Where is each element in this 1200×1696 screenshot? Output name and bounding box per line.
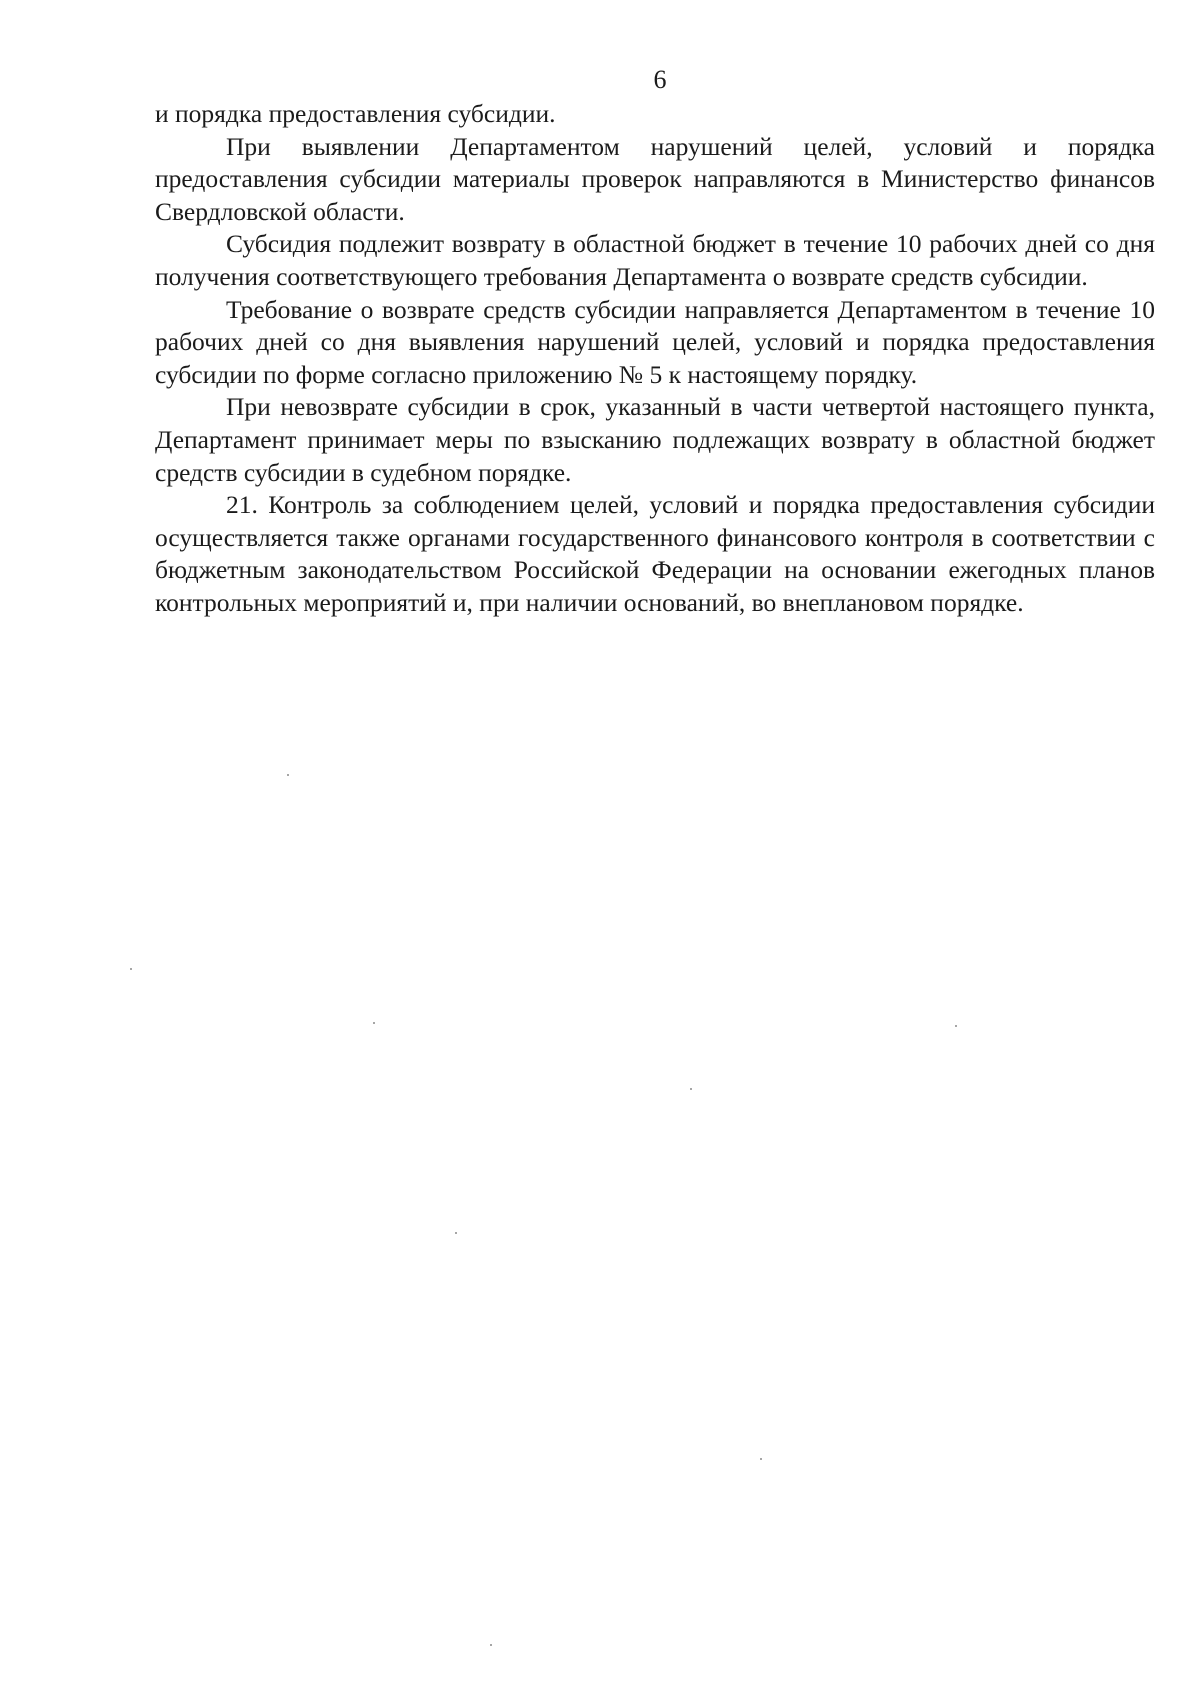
scan-speck (373, 1022, 375, 1024)
paragraph-return-requirement: Требование о возврате средств субсидии направляется Департаментом в течение 10 рабочих дней со дня выявления нарушений целей, условий и порядка предоставления субсидии по форме согласно приложению № 5 к настоящему порядку. (155, 294, 1155, 389)
scan-speck (490, 1644, 492, 1646)
page-number: 6 (653, 65, 667, 94)
scan-speck (455, 1232, 457, 1234)
paragraph-item-21-control: 21. Контроль за соблюдением целей, условий и порядка предоставления субсидии осуществляется также органами государственного финансового контроля в соответствии с бюджетным законодательством Российской Федерации на основании ежегодных планов контрольных мероприятий и, при наличии оснований, во внеплановом порядке. (155, 490, 1155, 617)
scan-speck (287, 774, 289, 776)
scan-speck (955, 1025, 957, 1027)
paragraph-continuation: и порядка предоставления субсидии. (155, 99, 556, 128)
scan-speck (760, 1458, 762, 1460)
paragraph-violation-reporting: При выявлении Департаментом нарушений целей, условий и порядка предоставления субсидии материалы проверок направляются в Министерство финансов Свердловской области. (155, 131, 1155, 226)
document-body (155, 98, 1155, 620)
paragraph-non-return-measures: При невозврате субсидии в срок, указанный в части четвертой настоящего пункта, Департамент принимает меры по взысканию подлежащих возврату в областной бюджет средств субсидии в судебном порядке. (155, 392, 1155, 487)
paragraph-subsidy-return: Субсидия подлежит возврату в областной бюджет в течение 10 рабочих дней со дня получения соответствующего требования Департамента о возврате средств субсидии. (155, 229, 1155, 291)
scan-speck (690, 1088, 692, 1090)
scan-speck (130, 968, 132, 970)
